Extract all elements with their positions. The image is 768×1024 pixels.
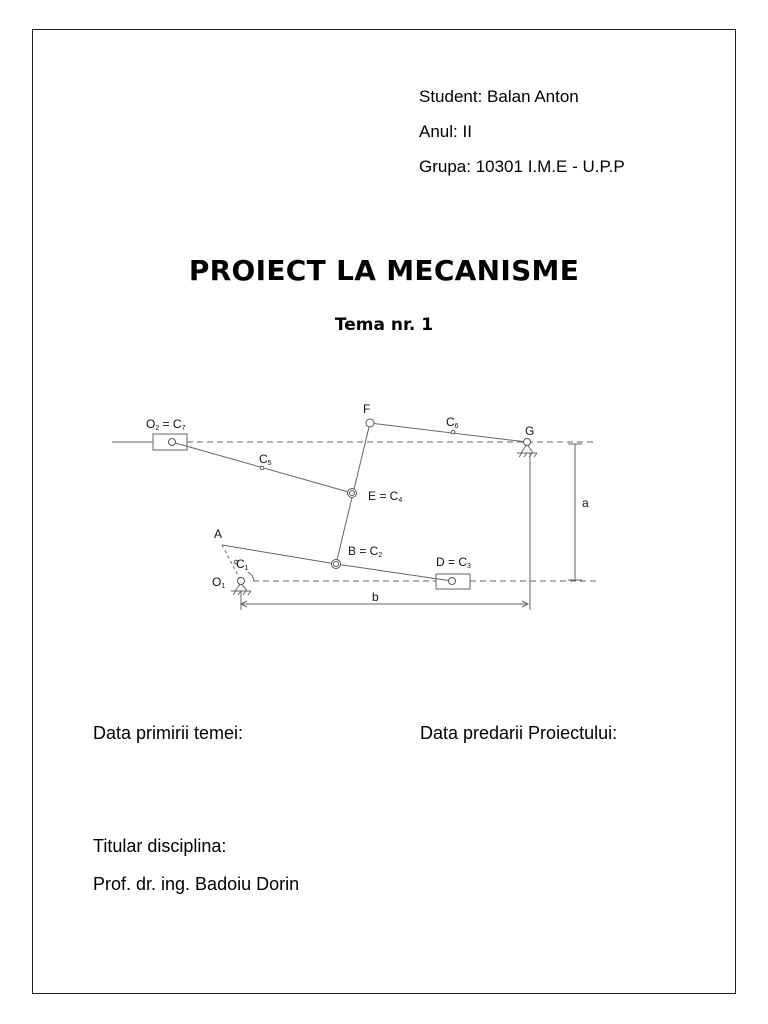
joint-o2 [169,439,176,446]
label-b-c2: B = C2 [348,544,383,559]
date-received-label: Data primirii temei: [93,723,244,743]
student-name: Student: Balan Anton [419,87,579,106]
label-a: A [214,527,223,541]
label-g: G [525,424,535,438]
link-b-d [336,564,452,581]
joint-d [449,578,456,585]
joint-g [524,439,531,446]
label-c5: C5 [259,452,272,467]
joint-b-inner [334,562,339,567]
dimension-a [530,444,582,610]
label-o1: O1 [212,575,226,590]
joint-o1 [238,578,245,585]
label-c6: C6 [446,415,459,430]
joint-e-inner [350,491,355,496]
student-year: Anul: II [419,122,472,141]
label-c1: C1 [236,557,249,572]
center-c5 [260,466,264,470]
label-dimension-a: a [582,496,589,510]
date-submitted-label: Data predarii Proiectului: [420,723,618,743]
course-holder-label: Titular disciplina: [93,836,227,856]
label-dimension-b: b [372,590,379,604]
document-title: PROIECT LA MECANISME [188,254,580,287]
rotation-arrow-icon [248,572,254,581]
joint-f [366,419,374,427]
course-holder-name: Prof. dr. ing. Badoiu Dorin [93,874,300,894]
center-c6 [451,430,455,434]
label-d-c3: D = C3 [436,555,471,570]
label-e-c4: E = C4 [368,489,403,504]
label-f: F [363,402,371,416]
label-o2-c7: O2 = C7 [146,417,186,432]
document-subtitle: Tema nr. 1 [334,315,434,335]
dimension-b [241,590,528,610]
student-group: Grupa: 10301 I.M.E - U.P.P [419,157,625,176]
